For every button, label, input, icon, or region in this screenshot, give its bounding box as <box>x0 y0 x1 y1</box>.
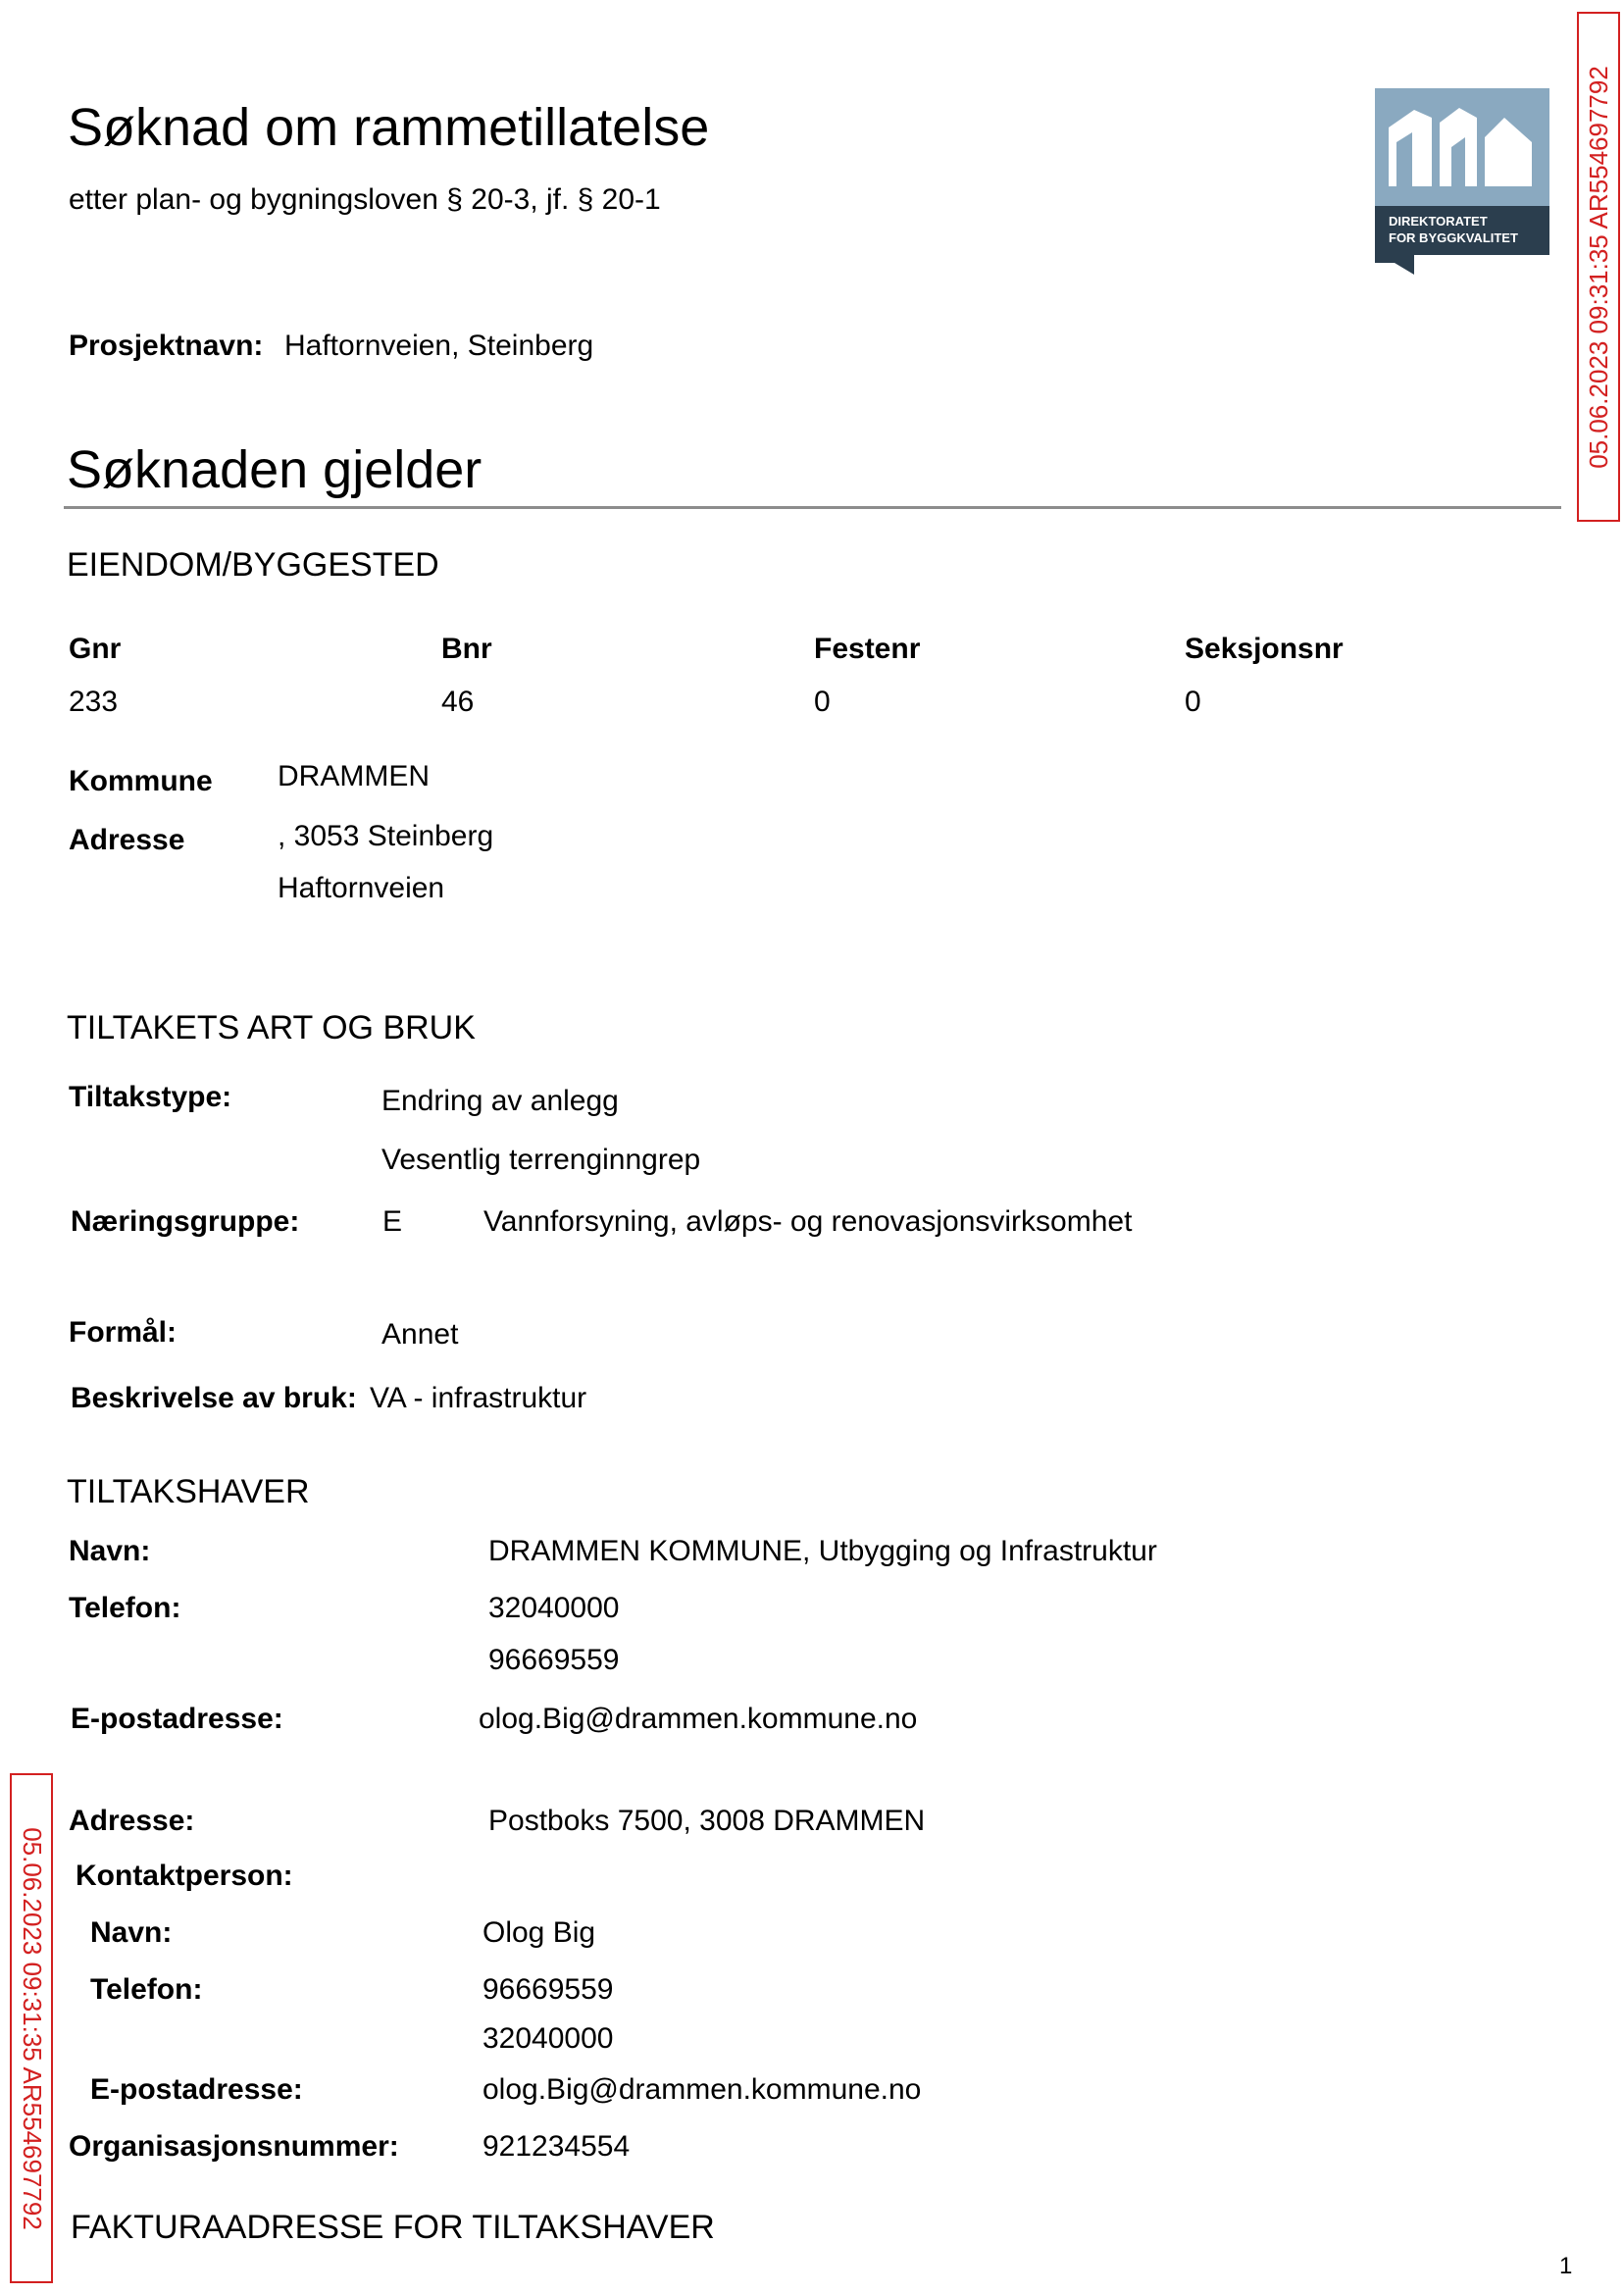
document-subtitle: etter plan- og bygningsloven § 20-3, jf. § 20-1 <box>69 183 661 216</box>
tiltakshaver-adresse-label: Adresse: <box>69 1805 195 1837</box>
tiltakstype-label: Tiltakstype: <box>69 1081 232 1113</box>
kontakt-navn-label: Navn: <box>90 1916 173 1949</box>
archive-stamp-left <box>10 1773 53 2283</box>
project-name-value: Haftornveien, Steinberg <box>284 330 594 362</box>
eiendom-heading: EIENDOM/BYGGESTED <box>67 546 439 584</box>
festenr-value: 0 <box>814 686 831 718</box>
kontakt-epost-label: E-postadresse: <box>90 2073 303 2106</box>
tiltakshaver-telefon-1: 32040000 <box>488 1592 620 1624</box>
tiltakshaver-epost-value: olog.Big@drammen.kommune.no <box>479 1703 918 1735</box>
kontakt-epost-value: olog.Big@drammen.kommune.no <box>482 2073 922 2106</box>
tiltak-heading: TILTAKETS ART OG BRUK <box>67 1009 476 1046</box>
naeringsgruppe-label: Næringsgruppe: <box>71 1205 300 1238</box>
org-nummer-label: Organisasjonsnummer: <box>69 2130 399 2163</box>
tiltakshaver-telefon-label: Telefon: <box>69 1592 181 1624</box>
tiltakshaver-navn-value: DRAMMEN KOMMUNE, Utbygging og Infrastruktur <box>488 1535 1157 1567</box>
gnr-header: Gnr <box>69 633 122 665</box>
tiltakstype-value-2: Vesentlig terrenginngrep <box>381 1144 701 1176</box>
archive-stamp-right <box>1577 12 1620 522</box>
naeringsgruppe-code: E <box>382 1205 403 1238</box>
formal-value: Annet <box>381 1318 459 1351</box>
bnr-value: 46 <box>441 686 475 718</box>
adresse-line2: Haftornveien <box>278 872 445 904</box>
seksjonsnr-header: Seksjonsnr <box>1185 633 1344 665</box>
logo-text-line1: DIREKTORATET <box>1389 214 1488 229</box>
kommune-label: Kommune <box>69 765 213 797</box>
tiltakshaver-heading: TILTAKSHAVER <box>67 1473 310 1510</box>
section-heading: Søknaden gjelder <box>67 440 482 499</box>
bnr-header: Bnr <box>441 633 492 665</box>
tiltakstype-value-1: Endring av anlegg <box>381 1085 619 1117</box>
formal-label: Formål: <box>69 1316 178 1349</box>
project-name-label: Prosjektnavn: <box>69 330 264 362</box>
tiltakshaver-telefon-2: 96669559 <box>488 1644 620 1676</box>
bruk-label: Beskrivelse av bruk: <box>71 1382 357 1414</box>
festenr-header: Festenr <box>814 633 921 665</box>
section-divider <box>64 506 1561 509</box>
bruk-value: VA - infrastruktur <box>370 1382 587 1414</box>
kontaktperson-label: Kontaktperson: <box>76 1860 293 1892</box>
kontakt-telefon-label: Telefon: <box>90 1973 203 2006</box>
archive-stamp-left-text: 05.06.2023 09:31:35 AR554697792 <box>17 1826 47 2230</box>
naeringsgruppe-text: Vannforsyning, avløps- og renovasjonsvirksomhet <box>483 1205 1133 1238</box>
kontakt-telefon-1: 96669559 <box>482 1973 614 2006</box>
kontakt-telefon-2: 32040000 <box>482 2022 614 2055</box>
faktura-heading: FAKTURAADRESSE FOR TILTAKSHAVER <box>71 2209 715 2246</box>
tiltakshaver-adresse-value: Postboks 7500, 3008 DRAMMEN <box>488 1805 926 1837</box>
gnr-value: 233 <box>69 686 119 718</box>
tiltakshaver-navn-label: Navn: <box>69 1535 151 1567</box>
adresse-label: Adresse <box>69 824 185 856</box>
dibk-logo-icon <box>1375 88 1549 275</box>
kommune-value: DRAMMEN <box>278 760 430 792</box>
page-number: 1 <box>1559 2253 1573 2279</box>
document-title: Søknad om rammetillatelse <box>68 98 710 157</box>
kontakt-navn-value: Olog Big <box>482 1916 596 1949</box>
logo-text-line2: FOR BYGGKVALITET <box>1389 230 1518 245</box>
adresse-line1: , 3053 Steinberg <box>278 820 494 852</box>
tiltakshaver-epost-label: E-postadresse: <box>71 1703 283 1735</box>
org-nummer-value: 921234554 <box>482 2130 631 2163</box>
dibk-logo <box>1375 88 1549 275</box>
archive-stamp-right-text: 05.06.2023 09:31:35 AR554697792 <box>1583 65 1613 469</box>
seksjonsnr-value: 0 <box>1185 686 1201 718</box>
